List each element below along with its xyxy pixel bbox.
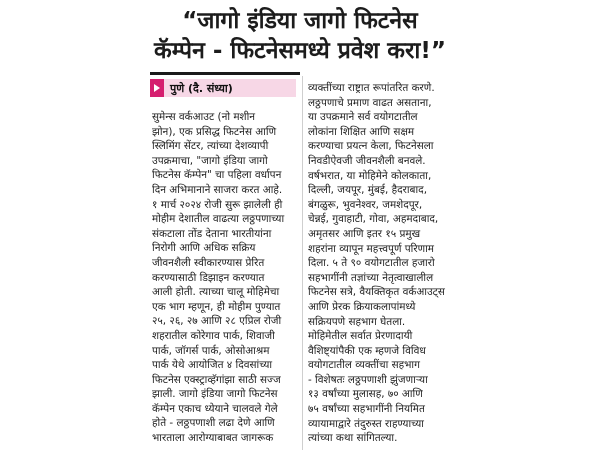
text-line: २५, २६, २७ आणि २८ एप्रिल रोजी — [152, 315, 282, 328]
text-line: वैशिष्ट्यांपैकी एक म्हणजे विविध — [308, 344, 426, 357]
dateline-banner — [150, 79, 296, 97]
text-line: मोहिमेतील सर्वात प्रेरणादायी — [308, 330, 413, 343]
text-line: निवडीऐवजी जीवनशैली बनवले. — [308, 154, 426, 167]
text-line: मोहीम देशातील वाढत्या लठ्ठपणाच्या — [152, 213, 285, 226]
text-line: फिटनेस कॅम्पेन" चा पहिला वर्धापन — [152, 169, 282, 182]
text-line: लोकांना शिक्षित आणि सक्षम — [308, 125, 415, 138]
text-line: करण्यासाठी डिझाइन करण्यात — [152, 271, 265, 284]
text-line: फिटनेस सत्रे, वैयक्तिकृत वर्कआउट्स — [308, 286, 445, 299]
play-arrow-icon — [150, 79, 164, 97]
text-line: व्यायामाद्वारे तंदुरुस्त राहण्याच्या — [308, 417, 424, 430]
text-line: त्यांच्या कथा सांगितल्या. — [308, 432, 398, 445]
text-line: व्यक्तींच्या राष्ट्रात रूपांतरित करणे. — [308, 82, 435, 94]
text-line: स्लिमिंग सेंटर, त्यांच्या देशव्यापी — [152, 140, 269, 153]
text-line: सक्रियपणे सहभाग घेतला. — [308, 315, 406, 328]
text-line: वर्षभरात, या मोहिमेने कोलकाता, — [308, 169, 432, 182]
text-line: करण्याचा प्रयत्न केला, फिटनेसला — [308, 140, 434, 153]
text-line: १ मार्च २०२४ रोजी सुरू झालेली ही — [152, 198, 283, 211]
text-line: आली होती. त्याच्या चालू मोहिमेचा — [152, 286, 280, 299]
text-line: चेन्नई, गुवाहाटी, गोवा, अहमदाबाद, — [308, 213, 439, 226]
text-line: लठ्ठपणाचे प्रमाण वाढत असताना, — [308, 96, 432, 109]
text-line: होते - लठ्ठपणाशी लढा देणे आणि — [152, 417, 275, 430]
column-top-rule — [150, 72, 300, 75]
text-line: १३ वर्षांच्या मुलासह, ७० आणि — [308, 388, 423, 401]
text-line: संकटाला तोंड देताना भारतीयांना — [152, 227, 272, 240]
article-column-1 — [152, 110, 300, 446]
text-line: दिला. ५ ते ९० वयोगटातील हजारो — [308, 257, 435, 270]
text-line: पार्क, जॉगर्स पार्क, ओसोआश्रम — [152, 344, 270, 357]
text-line: बंगळुरू, भुवनेश्वर, जमशेदपूर, — [308, 198, 423, 211]
text-line: ७५ वर्षांच्या सहभागींनी नियमित — [308, 403, 425, 416]
text-line: वयोगटातील व्यक्तींचा सहभाग — [308, 359, 420, 372]
text-line: जीवनशैली स्वीकारण्यास प्रेरित — [152, 256, 265, 269]
article-headline — [0, 6, 600, 66]
text-line: निरोगी आणि अधिक सक्रिय — [152, 242, 256, 255]
text-line: एक भाग म्हणून, ही मोहीम पुण्यात — [152, 300, 281, 313]
text-line: कॅम्पेन एकाच ध्येयाने चालवले गेले — [152, 402, 278, 415]
text-line: अमृतसर आणि इतर १५ प्रमुख — [308, 227, 421, 240]
column-divider — [302, 76, 303, 450]
text-line: शहरातील कोरेगाव पार्क, शिवाजी — [152, 329, 275, 342]
text-line: झोन), एक प्रसिद्ध फिटनेस आणि — [152, 125, 277, 138]
text-line: दिन अभिमानाने साजरा करत आहे. — [152, 183, 283, 196]
text-line: फिटनेस एक्स्ट्राव्हॅगांझा साठी सज्ज — [152, 373, 281, 386]
text-line: उपक्रमाचा, "जागो इंडिया जागो — [152, 154, 268, 167]
text-line: शहरांना व्यापून महत्त्वपूर्ण परिणाम — [308, 242, 435, 255]
text-line: सहभागींनी तज्ञांच्या नेतृत्वाखालील — [308, 271, 434, 284]
headline-line-1: “जागो इंडिया जागो फिटनेस — [182, 8, 418, 34]
text-line: या उपक्रमाने सर्व वयोगटातील — [308, 111, 418, 124]
text-line: दिल्ली, जयपूर, मुंबई, हैदराबाद, — [308, 184, 428, 197]
text-line: - विशेषतः लठ्ठपणाशी झुंजणाऱ्या — [308, 373, 428, 386]
article-column-2 — [308, 81, 458, 446]
dateline-text: पुणे (दै. संध्या) — [170, 81, 233, 95]
text-line: सुमेन्स वर्कआउट (नो मशीन — [152, 111, 256, 123]
text-line: पार्क येथे आयोजित ४ दिवसांच्या — [152, 359, 273, 372]
text-line: झाली. जागो इंडिया जागो फिटनेस — [152, 388, 278, 401]
headline-line-2: कॅम्पेन - फिटनेसमध्ये प्रवेश करा!” — [154, 38, 446, 64]
text-line: आणि प्रेरक क्रियाकलापांमध्ये — [308, 300, 416, 313]
text-line: भारताला आरोग्याबाबत जागरूक — [152, 432, 274, 445]
